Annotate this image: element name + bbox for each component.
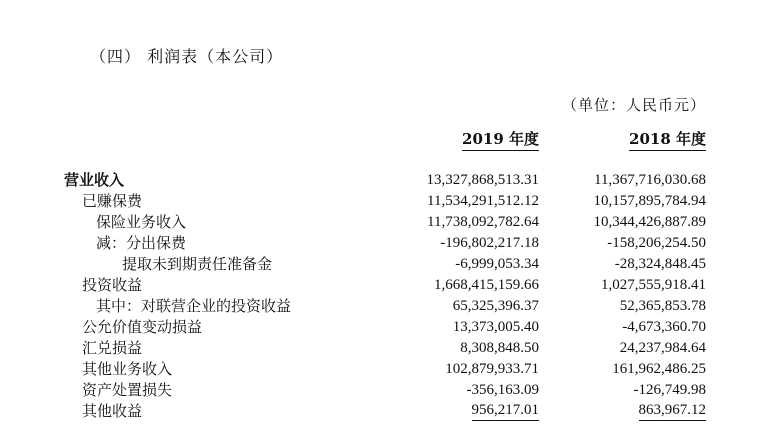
row-label: 营业收入	[64, 171, 125, 189]
value-2019: 1,668,415,159.66	[434, 277, 539, 293]
section-title: （四） 利润表（本公司）	[90, 47, 284, 66]
row-label: 保险业务收入	[96, 213, 187, 231]
table-row	[0, 380, 762, 401]
row-label: 减：分出保费	[96, 234, 187, 252]
table-row	[0, 401, 762, 422]
value-2018: 863,967.12	[639, 401, 707, 421]
table-row	[0, 191, 762, 212]
value-2018: 11,367,716,030.68	[594, 172, 706, 188]
table-row	[0, 317, 762, 338]
value-2018: 10,344,426,887.89	[593, 214, 706, 230]
row-label: 已赚保费	[82, 192, 143, 210]
table-row	[0, 254, 762, 275]
value-2019: 11,738,092,782.64	[427, 214, 539, 230]
value-2019: -356,163.09	[466, 382, 539, 398]
row-label: 公允价值变动损益	[82, 318, 203, 336]
table-row	[0, 359, 762, 380]
value-2019: 65,325,396.37	[452, 298, 539, 314]
income-statement-table	[0, 170, 762, 422]
value-2019: 13,373,005.40	[452, 319, 539, 335]
table-row	[0, 296, 762, 317]
value-2018: 24,237,984.64	[619, 340, 706, 356]
value-2019: 11,534,291,512.12	[427, 193, 539, 209]
column-header-2019: 2019 年度	[462, 128, 539, 151]
value-2018: -4,673,360.70	[622, 319, 706, 335]
row-label: 其中：对联营企业的投资收益	[96, 297, 292, 315]
value-2019: 8,308,848.50	[460, 340, 539, 356]
value-2018: 161,962,486.25	[612, 361, 706, 377]
value-2018: -28,324,848.45	[614, 256, 706, 272]
value-2018: 10,157,895,784.94	[593, 193, 706, 209]
value-2019: 13,327,868,513.31	[426, 172, 539, 188]
value-2019: -6,999,053.34	[455, 256, 539, 272]
table-row	[0, 275, 762, 296]
table-row	[0, 212, 762, 233]
column-header-2018: 2018 年度	[629, 128, 706, 151]
value-2018: 1,027,555,918.41	[601, 277, 706, 293]
row-label: 投资收益	[82, 276, 143, 294]
row-label: 提取未到期责任准备金	[122, 255, 273, 273]
value-2018: -126,749.98	[633, 382, 706, 398]
unit-note: （单位：人民币元）	[561, 96, 706, 114]
table-row	[0, 338, 762, 359]
row-label: 资产处置损失	[82, 381, 173, 399]
table-row	[0, 170, 762, 191]
value-2018: 52,365,853.78	[619, 298, 706, 314]
value-2019: 102,879,933.71	[445, 361, 539, 377]
value-2019: 956,217.01	[472, 401, 540, 421]
row-label: 其他收益	[82, 402, 143, 420]
value-2018: -158,206,254.50	[607, 235, 706, 251]
row-label: 汇兑损益	[82, 339, 143, 357]
table-row	[0, 233, 762, 254]
value-2019: -196,802,217.18	[440, 235, 539, 251]
row-label: 其他业务收入	[82, 360, 173, 378]
